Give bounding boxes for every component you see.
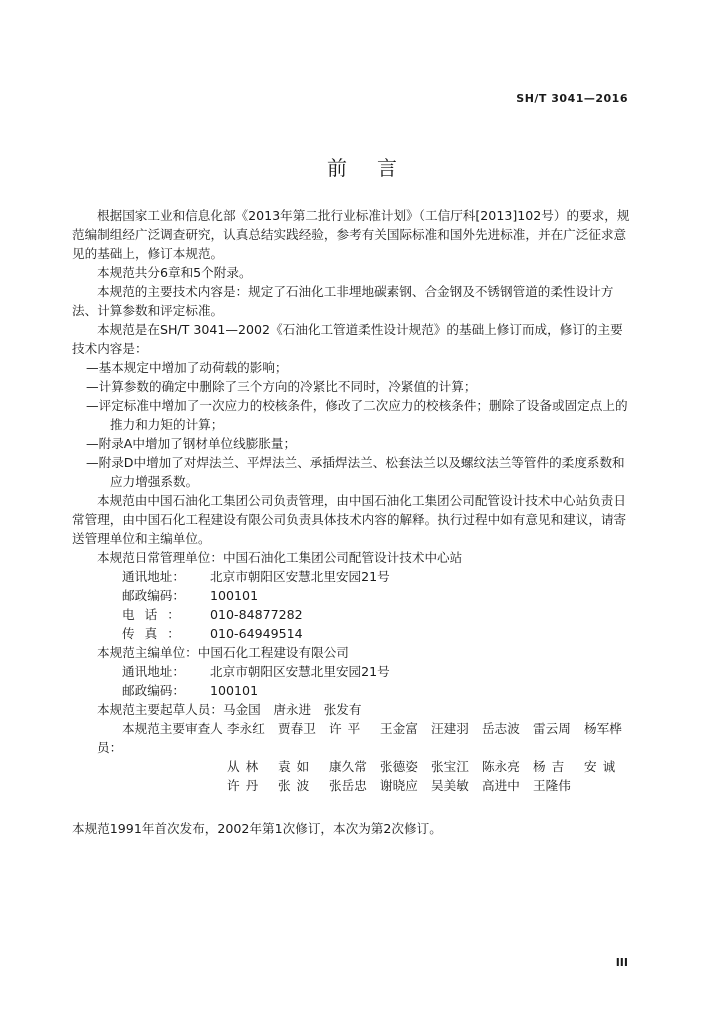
reviewer-name: 安诚 xyxy=(584,759,622,774)
bullet-dynamic-load: —基本规定中增加了动荷载的影响； xyxy=(86,360,288,375)
management-unit xyxy=(72,548,634,567)
paragraph-management: 本规范由中国石油化工集团公司负责管理，由中国石油化工集团公司配管设计技术中心站负责日常管理，由中国石化工程建设有限公司负责具体技术内容的解释。执行过程中如有意见和建议，请寄送管理单位和主编单位。 xyxy=(72,493,627,546)
paragraph-structure: 本规范共分6章和5个附录。 xyxy=(97,265,252,280)
reviewers-row-3 xyxy=(72,776,634,795)
reviewer-name: 康久常 xyxy=(329,759,367,774)
standard-code: SH/T 3041—2016 xyxy=(516,92,628,105)
reviewer-name: 张波 xyxy=(278,778,316,793)
reviewer-name: 高进中 xyxy=(482,778,520,793)
reviewer-name: 雷云周 xyxy=(533,721,571,736)
chief-editor-unit xyxy=(72,643,634,662)
chief-editor-org: 中国石化工程建设有限公司 xyxy=(197,645,349,660)
bullet-appendix-d: —附录D中增加了对焊法兰、平焊法兰、承插焊法兰、松套法兰以及螺纹法兰等管件的柔度系数和应力增强系数。 xyxy=(86,455,625,489)
reviewer-name: 岳志波 xyxy=(482,721,520,736)
reviewer-name: 许平 xyxy=(329,721,367,736)
reviewer-name: 袁如 xyxy=(278,759,316,774)
management-postcode: 邮政编码： 100101 xyxy=(122,588,259,603)
bullet-cold-spring: —计算参数的确定中删除了三个方向的冷紧比不同时，冷紧值的计算； xyxy=(86,379,477,394)
management-phone: 电话： 010-84877282 xyxy=(122,607,303,622)
drafters: 本规范主要起草人员：马金国 唐永进 张发有 xyxy=(97,702,362,717)
management-address: 通讯地址： 北京市朝阳区安慧北里安园21号 xyxy=(122,569,390,584)
reviewer-name: 王金富 xyxy=(380,721,418,736)
reviewers-row-2 xyxy=(72,757,634,776)
reviewer-name: 贾春卫 xyxy=(278,721,316,736)
paragraph-content: 本规范的主要技术内容是：规定了石油化工非埋地碳素钢、合金钢及不锈钢管道的柔性设计方法、计算参数和评定标准。 xyxy=(72,284,614,318)
chief-editor-label: 本规范主编单位： xyxy=(97,645,198,660)
reviewer-name: 张宝江 xyxy=(431,759,469,774)
reviewer-name: 杨军桦 xyxy=(584,721,622,736)
chief-editor-postcode: 邮政编码： 100101 xyxy=(122,683,259,698)
reviewer-name: 杨吉 xyxy=(533,759,571,774)
reviewer-name: 汪建羽 xyxy=(431,721,469,736)
management-label: 本规范日常管理单位： xyxy=(97,550,223,565)
reviewer-name: 张岳忠 xyxy=(329,778,367,793)
reviewers-label: 本规范主要审查人员： xyxy=(97,721,223,755)
reviewer-name: 从林 xyxy=(227,759,265,774)
bullet-stress-check: —评定标准中增加了一次应力的校核条件，修改了二次应力的校核条件；删除了设备或固定点上的推力和力矩的计算； xyxy=(86,398,628,432)
revision-history: 本规范1991年首次发布，2002年第1次修订，本次为第2次修订。 xyxy=(72,821,442,836)
bullet-appendix-a: —附录A中增加了钢材单位线膨胀量； xyxy=(86,436,297,451)
reviewer-name: 王隆伟 xyxy=(533,778,571,793)
management-org: 中国石油化工集团公司配管设计技术中心站 xyxy=(222,550,463,565)
paragraph-basis: 根据国家工业和信息化部《2013年第二批行业标准计划》（工信厅科[2013]102号）的要求，规范编制组经广泛调查研究，认真总结实践经验，参考有关国际标准和国外先进标准，并在广泛征求意见的基础上，修订本规范。 xyxy=(72,208,630,261)
reviewers-row-1 xyxy=(72,719,634,757)
document-body xyxy=(72,206,634,838)
reviewer-name: 李永红 xyxy=(227,721,265,736)
reviewer-name: 张德姿 xyxy=(380,759,418,774)
reviewer-name: 谢晓应 xyxy=(380,778,418,793)
reviewer-name: 许丹 xyxy=(227,778,265,793)
management-fax: 传真： 010-64949514 xyxy=(122,626,303,641)
page-number: III xyxy=(615,956,628,969)
reviewer-name: 吴美敏 xyxy=(431,778,469,793)
reviewer-name: 陈永亮 xyxy=(482,759,520,774)
page-title: 前言 xyxy=(327,156,427,180)
chief-editor-address: 通讯地址： 北京市朝阳区安慧北里安园21号 xyxy=(122,664,390,679)
paragraph-revision: 本规范是在SH/T 3041—2002《石油化工管道柔性设计规范》的基础上修订而成，修订的主要技术内容是： xyxy=(72,322,623,356)
